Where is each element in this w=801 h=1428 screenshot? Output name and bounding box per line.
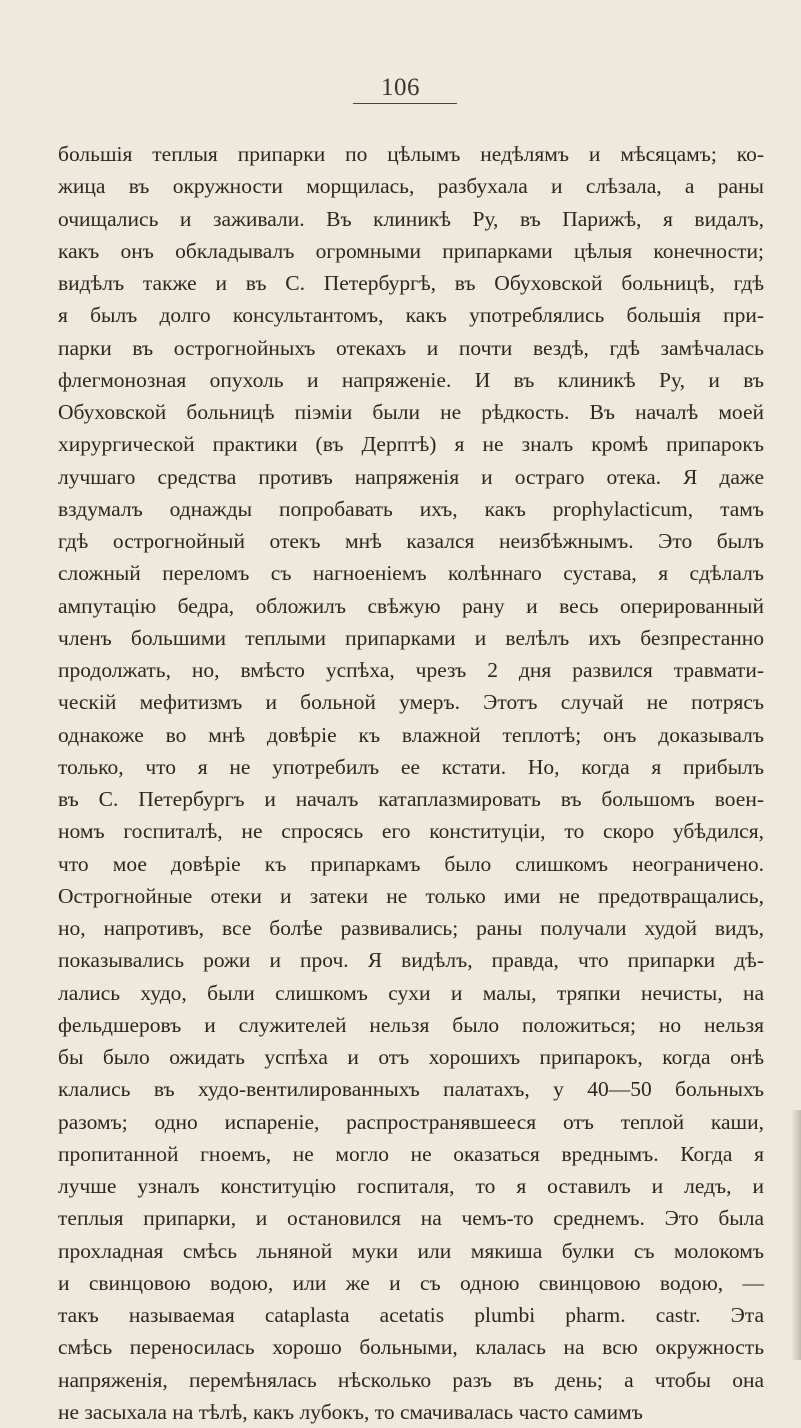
text-line: напряженія, перемѣнялась нѣсколько разъ въ день; а чтобы она (58, 1367, 764, 1392)
text-line: продолжать, но, вмѣсто успѣха, чрезъ 2 дня развился травмати- (58, 658, 764, 682)
text-line: ампутацію бедра, обложилъ свѣжую рану и весь оперированный (58, 593, 764, 618)
text-line: но, напротивъ, все болѣе развивались; раны получали худой видъ, (58, 916, 764, 940)
text-line: что мое довѣріе къ припаркамъ было слишкомъ неограничено. (58, 851, 764, 876)
text-line: видѣлъ также и въ С. Петербургѣ, въ Обуховской больницѣ, гдѣ (58, 271, 764, 295)
text-line: разомъ; одно испареніе, распространявшееся отъ теплой каши, (58, 1109, 764, 1134)
text-line: бы было ожидать успѣха и отъ хорошихъ припарокъ, когда онѣ (58, 1045, 764, 1069)
text-line: парки въ острогнойныхъ отекахъ и почти вездѣ, гдѣ замѣчалась (58, 335, 764, 360)
text-line: только, что я не употребилъ ее кстати. Но, когда я прибылъ (58, 754, 764, 779)
text-line: жица въ окружности морщилась, разбухала и слѣзала, а раны (58, 174, 764, 199)
text-line: номъ госпиталѣ, не спросясь его конституціи, то скоро убѣдился, (58, 819, 764, 844)
text-line: гдѣ острогнойный отекъ мнѣ казался неизбѣжнымъ. Это былъ (58, 529, 764, 553)
text-line: показывались рожи и проч. Я видѣлъ, правда, что припарки дѣ- (58, 948, 764, 973)
text-line: теплыя припарки, и остановился на чемъ-то среднемъ. Это была (58, 1206, 764, 1231)
page-number: 106 (381, 74, 420, 101)
text-line: Обуховской больницѣ піэміи были не рѣдкость. Въ началѣ моей (58, 400, 764, 424)
text-line: хирургической практики (въ Дерптѣ) я не зналъ кромѣ припарокъ (58, 432, 764, 457)
text-line: очищались и заживали. Въ клиникѣ Ру, въ Парижѣ, я видалъ, (58, 206, 764, 231)
text-line: флегмонозная опухоль и напряженіе. И въ клиникѣ Ру, и въ (58, 367, 764, 392)
text-line: однакоже во мнѣ довѣріе къ влажной теплотѣ; онъ доказывалъ (58, 722, 764, 747)
text-line: клались въ худо-вентилированныхъ палатахъ, у 40—50 больныхъ (58, 1077, 764, 1102)
body-text (58, 138, 764, 1428)
text-line: смѣсь переносилась хорошо больными, клалась на всю окружность (58, 1335, 764, 1360)
page-number-rule (353, 103, 457, 104)
text-line: лучшаго средства противъ напряженія и остраго отека. Я даже (58, 464, 764, 489)
page-edge-shadow (791, 1110, 801, 1360)
text-line: не засыхала на тѣлѣ, какъ лубокъ, то смачивалась часто самимъ (58, 1399, 643, 1424)
text-line: въ С. Петербургъ и началъ катаплазмировать въ большомъ воен- (58, 787, 764, 811)
text-line: лались худо, были слишкомъ сухи и малы, тряпки нечисты, на (58, 980, 764, 1005)
text-line: я былъ долго консультантомъ, какъ употреблялись большія при- (58, 303, 764, 328)
text-line: фельдшеровъ и служителей нельзя было положиться; но нельзя (58, 1012, 764, 1037)
text-line: сложный переломъ съ нагноеніемъ колѣннаго сустава, я сдѣлалъ (58, 561, 764, 586)
text-line: большія теплыя припарки по цѣлымъ недѣлямъ и мѣсяцамъ; ко- (58, 142, 764, 166)
text-line: какъ онъ обкладывалъ огромными припарками цѣлыя конечности; (58, 238, 764, 263)
text-line: членъ большими теплыми припарками и велѣлъ ихъ безпрестанно (58, 625, 764, 650)
text-line: и свинцовою водою, или же и съ одною свинцовою водою, — (58, 1270, 764, 1295)
text-line: ческій мефитизмъ и больной умеръ. Этотъ случай не потрясъ (58, 690, 764, 715)
text-line: такъ называемая cataplasta acetatis plumbi pharm. castr. Эта (58, 1303, 764, 1327)
text-line: лучше узналъ конституцію госпиталя, то я оставилъ и ледъ, и (58, 1174, 764, 1198)
text-line: прохладная смѣсь льняной муки или мякиша булки съ молокомъ (58, 1238, 764, 1263)
text-line: Острогнойные отеки и затеки не только ими не предотвращались, (58, 883, 764, 908)
text-line: пропитанной гноемъ, не могло не оказаться вреднымъ. Когда я (58, 1141, 764, 1166)
text-line: вздумалъ однажды попробавать ихъ, какъ prophylacticum, тамъ (58, 496, 764, 521)
